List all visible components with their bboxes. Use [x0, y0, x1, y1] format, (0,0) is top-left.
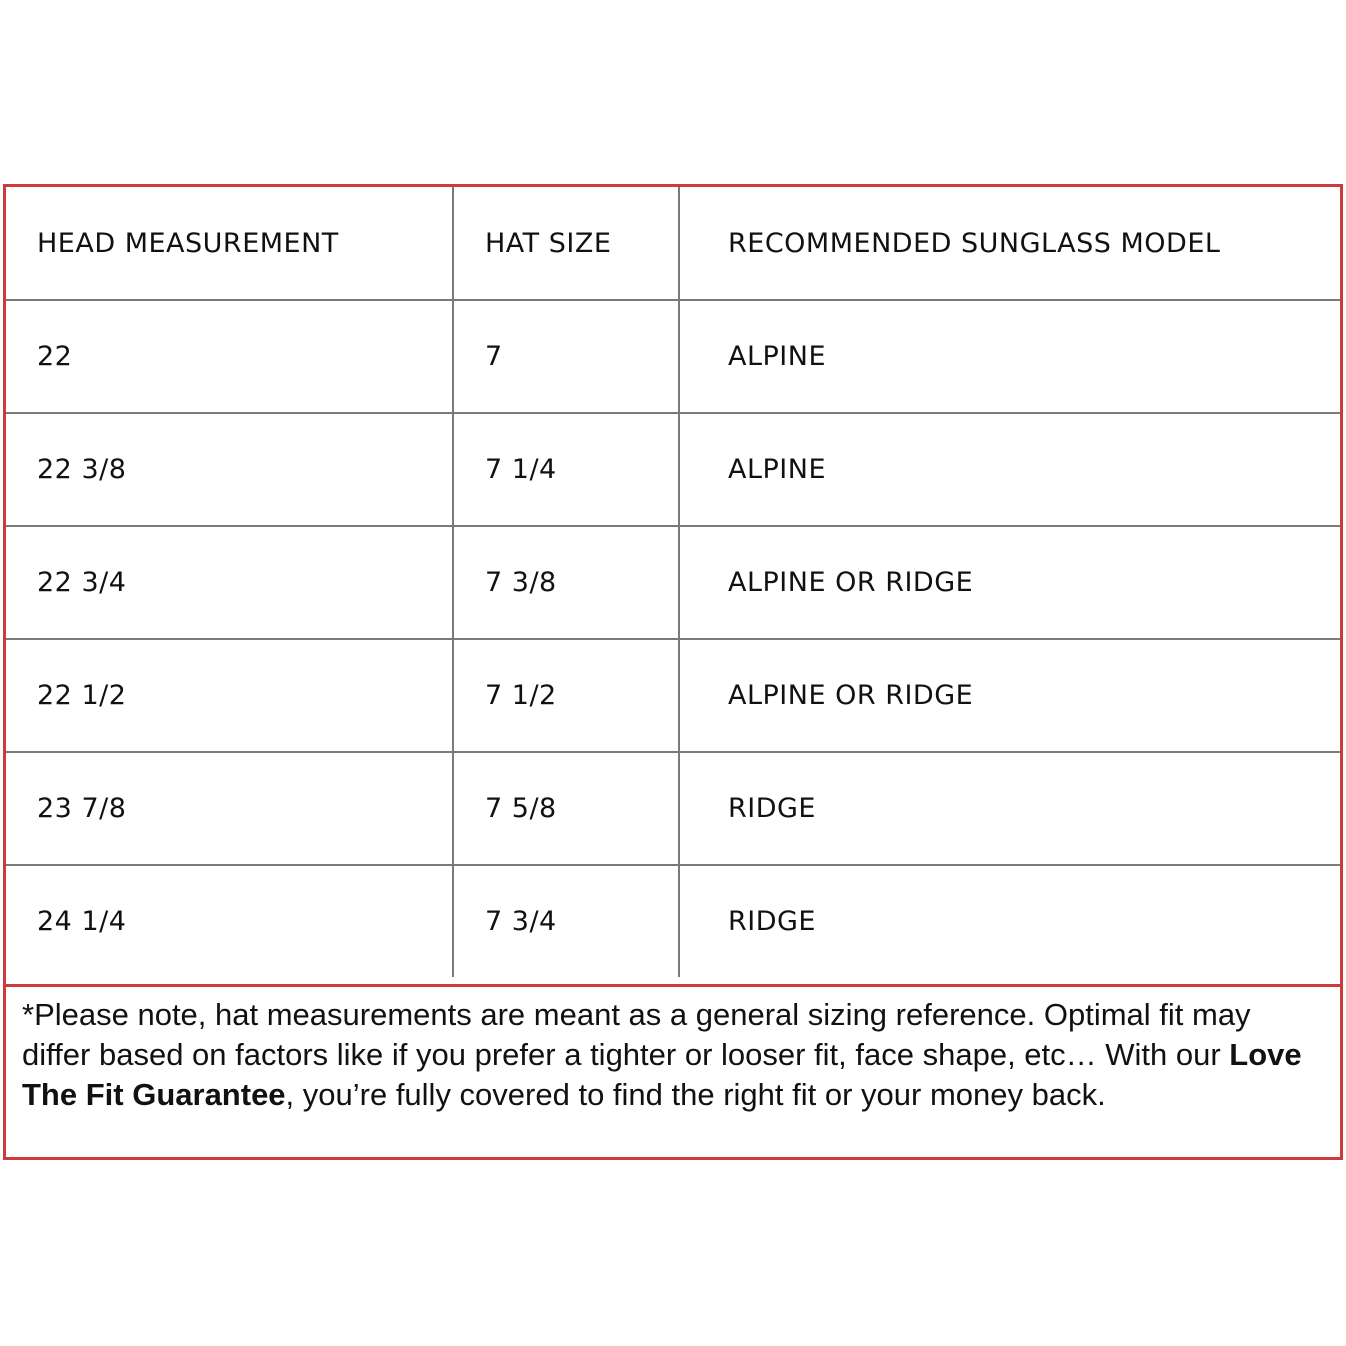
hat-size-cell: 7: [453, 300, 679, 413]
fit-disclaimer-note: [6, 984, 1340, 1157]
head-measurement-cell: 22 1/2: [6, 639, 453, 752]
note-text-intro: *Please note, hat measurements are meant as a general sizing reference. Optimal fit may differ based on factors like if you prefer a tighter or looser fit, face shape, etc… With our: [22, 997, 1251, 1072]
column-header-head-measurement: HEAD MEASUREMENT: [6, 187, 453, 300]
table-row: [6, 526, 1340, 639]
size-chart-frame: [3, 184, 1343, 1160]
table-row: [6, 865, 1340, 977]
sunglass-model-cell: RIDGE: [679, 752, 1340, 865]
table-row: [6, 752, 1340, 865]
head-measurement-cell: 22 3/4: [6, 526, 453, 639]
head-measurement-cell: 24 1/4: [6, 865, 453, 977]
hat-size-cell: 7 5/8: [453, 752, 679, 865]
column-header-hat-size: HAT SIZE: [453, 187, 679, 300]
table-row: [6, 300, 1340, 413]
love-the-fit-guarantee: Love The Fit Guarantee: [22, 1037, 1302, 1112]
head-measurement-cell: 22 3/8: [6, 413, 453, 526]
head-measurement-cell: 23 7/8: [6, 752, 453, 865]
sunglass-model-cell: ALPINE: [679, 300, 1340, 413]
sunglass-model-cell: RIDGE: [728, 906, 816, 937]
table-row: [6, 413, 1340, 526]
head-measurement-cell: 22: [6, 300, 453, 413]
note-text-outro: , you’re fully covered to find the right fit or your money back.: [285, 1077, 1106, 1112]
table-row: [6, 639, 1340, 752]
sunglass-model-cell: ALPINE OR RIDGE: [679, 639, 1340, 752]
size-chart-table: [6, 187, 1340, 977]
hat-size-cell: 7 3/8: [453, 526, 679, 639]
hat-size-cell: 7 1/2: [453, 639, 679, 752]
column-header-sunglass-model: RECOMMENDED SUNGLASS MODEL: [679, 187, 1340, 300]
table-header-row: [6, 187, 1340, 300]
sunglass-model-cell: ALPINE: [679, 413, 1340, 526]
hat-size-cell: 7 1/4: [453, 413, 679, 526]
hat-size-cell: 7 3/4: [453, 865, 679, 977]
sunglass-model-cell: ALPINE OR RIDGE: [679, 526, 1340, 639]
